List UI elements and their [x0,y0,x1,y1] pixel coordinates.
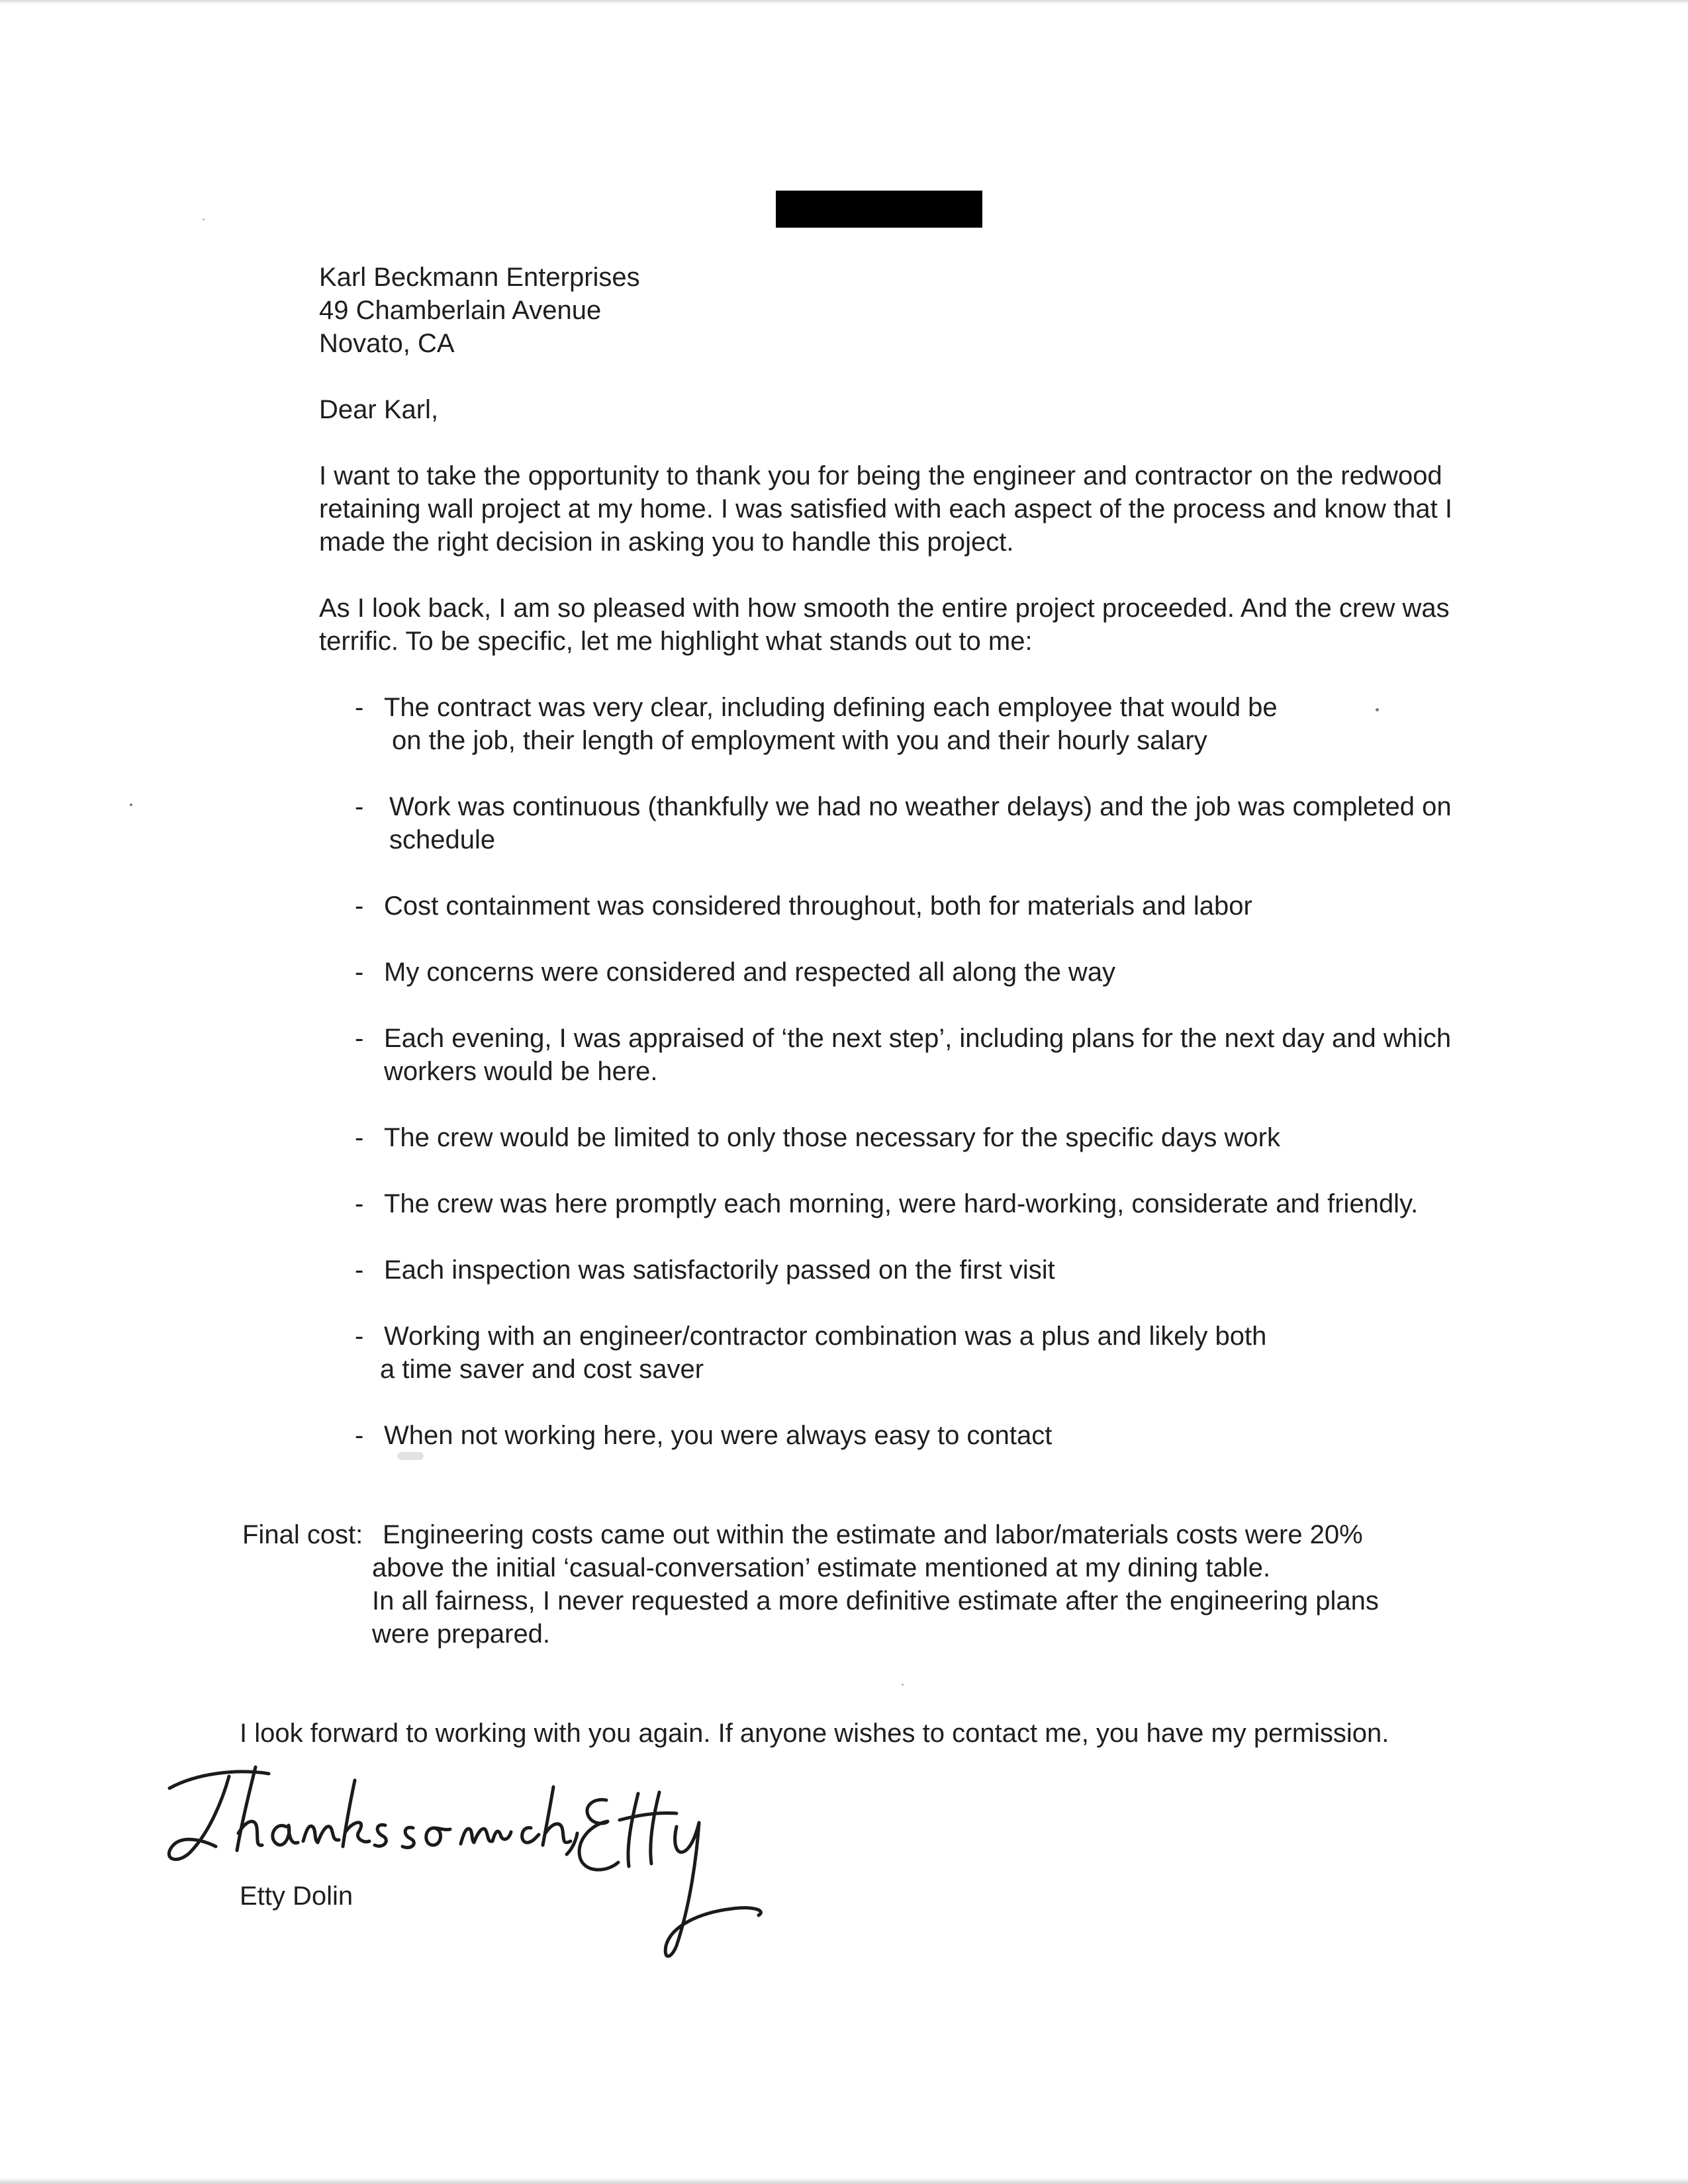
paragraph-line: made the right decision in asking you to handle this project. [319,527,1014,557]
bullet-dash: - [355,1421,364,1450]
paragraph-line: I want to take the opportunity to thank you for being the engineer and contractor on the redwood [319,461,1442,490]
bullet-line: My concerns were considered and respected all along the way [384,958,1116,987]
bullet-dash: - [355,1189,364,1218]
recipient-name: Karl Beckmann Enterprises [319,263,640,292]
bullet-dash: - [355,891,364,921]
scan-speck [902,1684,904,1686]
scan-speck [130,803,132,806]
bullet-line: Cost containment was considered throughout, both for materials and labor [384,891,1252,921]
bullet-dash: - [355,1123,364,1152]
final-cost-text [372,1518,1379,1651]
scan-speck [203,218,205,220]
salutation: Dear Karl, [319,395,439,424]
bullet-line: on the job, their length of employment with you and their hourly salary [392,726,1207,755]
bullet-text [384,1022,1451,1088]
handwritten-signature-icon [560,1780,772,1979]
paragraph-line: retaining wall project at my home. I was satisfied with each aspect of the process and know that I [319,494,1452,523]
signer-name: Etty Dolin [240,1882,353,1911]
bullet-dash: - [355,958,364,987]
final-cost-label: Final cost: [242,1520,363,1549]
paragraph-2 [319,592,1450,658]
final-cost-line: above the initial ‘casual-conversation’ estimate mentioned at my dining table. [372,1553,1271,1582]
bullet-text [384,691,1278,757]
bullet-line: The contract was very clear, including defining each employee that would be [384,693,1278,722]
bullet-line: Work was continuous (thankfully we had no weather delays) and the job was completed on [389,792,1452,821]
recipient-city: Novato, CA [319,329,455,358]
bullet-line: Each inspection was satisfactorily passed on the first visit [384,1255,1055,1285]
bullet-dash: - [355,1255,364,1285]
scan-edge-bottom [0,2177,1688,2184]
scan-smudge [397,1452,424,1460]
bullet-line: Working with an engineer/contractor combination was a plus and likely both [384,1322,1267,1351]
bullet-dash: - [355,1024,364,1053]
bullet-line: Each evening, I was appraised of ‘the next step’, including plans for the next day and which [384,1024,1452,1053]
handwritten-closing-icon [156,1754,580,1873]
scan-speck [1376,708,1379,711]
bullet-text [384,1253,1055,1287]
bullet-line: The crew would be limited to only those necessary for the specific days work [384,1123,1280,1152]
final-cost-line: were prepared. [372,1619,551,1649]
final-cost-line: Engineering costs came out within the estimate and labor/materials costs were 20% [383,1520,1363,1549]
bullet-text [384,1121,1280,1154]
recipient-street: 49 Chamberlain Avenue [319,296,602,325]
paragraph-line: As I look back, I am so pleased with how smooth the entire project proceeded. And the crew was [319,594,1450,623]
final-cost-line: In all fairness, I never requested a more definitive estimate after the engineering plans [372,1586,1379,1615]
bullet-text [384,1419,1052,1452]
bullet-line: workers would be here. [384,1057,658,1086]
bullet-line: a time saver and cost saver [380,1355,704,1384]
scan-edge-top [0,0,1688,4]
redaction-bar [776,191,982,228]
bullet-text [384,1187,1418,1220]
paragraph-line: terrific. To be specific, let me highlight what stands out to me: [319,627,1033,656]
paragraph-1 [319,459,1452,559]
bullet-text [389,790,1452,856]
bullet-text [384,956,1115,989]
closing-sentence: I look forward to working with you again. If anyone wishes to contact me, you have my permission. [240,1719,1389,1748]
bullet-dash: - [355,792,364,821]
bullet-line: schedule [389,825,496,854]
bullet-dash: - [355,693,364,722]
bullet-text [384,889,1252,923]
bullet-line: When not working here, you were always easy to contact [384,1421,1053,1450]
recipient-address [319,261,640,360]
bullet-line: The crew was here promptly each morning, were hard-working, considerate and friendly. [384,1189,1419,1218]
bullet-text [380,1320,1267,1386]
bullet-dash: - [355,1322,364,1351]
